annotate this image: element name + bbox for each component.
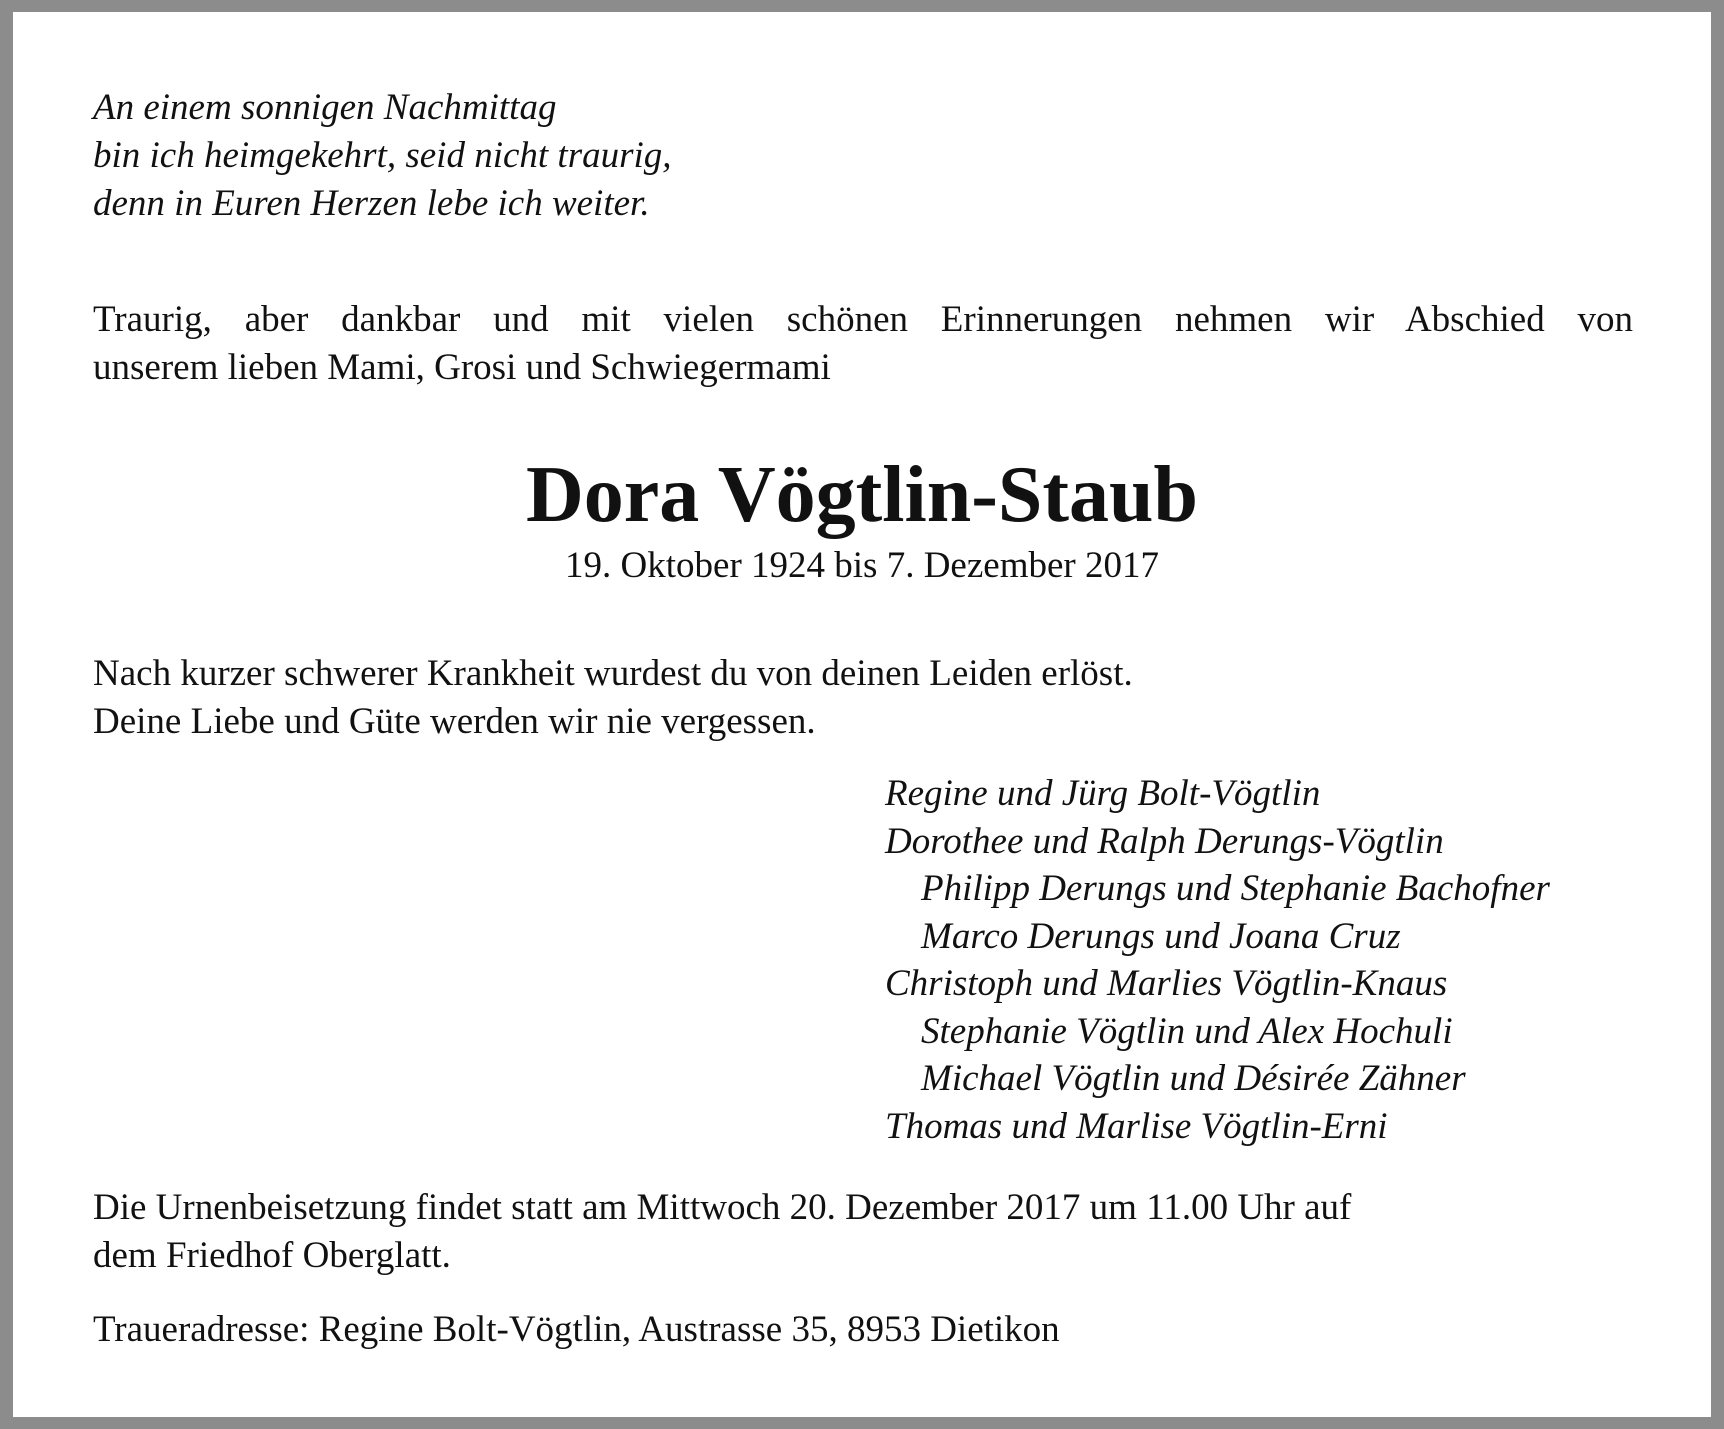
burial-line: dem Friedhof Oberglatt.: [93, 1235, 451, 1276]
family-member: Marco Derungs und Joana Cruz: [921, 915, 1401, 957]
intro-paragraph: [93, 296, 1633, 392]
family-list: [885, 770, 1550, 1150]
family-member: Philipp Derungs und Stephanie Bachofner: [921, 868, 1550, 909]
verse-line: denn in Euren Herzen lebe ich weiter.: [93, 183, 650, 224]
intro-line: Traurig, aber dankbar und mit vielen schönen Erinnerungen nehmen wir Abschied von: [93, 299, 1633, 340]
family-member: Thomas und Marlise Vögtlin-Erni: [885, 1105, 1388, 1147]
life-dates: 19. Oktober 1924 bis 7. Dezember 2017: [565, 545, 1159, 586]
family-member: Regine und Jürg Bolt-Vögtlin: [885, 773, 1321, 814]
deceased-name: Dora Vögtlin-Staub: [526, 451, 1198, 539]
mourning-address: Traueradresse: Regine Bolt-Vögtlin, Austrasse 35, 8953 Dietikon: [93, 1309, 1060, 1350]
opening-verse: [93, 84, 672, 228]
tribute-line: Deine Liebe und Güte werden wir nie vergessen.: [93, 701, 816, 742]
family-member: Dorothee und Ralph Derungs-Vögtlin: [885, 820, 1444, 862]
verse-line: An einem sonnigen Nachmittag: [93, 87, 557, 128]
intro-line: unserem lieben Mami, Grosi und Schwiegermami: [93, 347, 831, 388]
verse-line: bin ich heimgekehrt, seid nicht traurig,: [93, 135, 672, 176]
family-member: Michael Vögtlin und Désirée Zähner: [921, 1058, 1466, 1099]
family-member: Stephanie Vögtlin und Alex Hochuli: [921, 1010, 1453, 1052]
burial-notice: [93, 1184, 1351, 1280]
tribute-line: Nach kurzer schwerer Krankheit wurdest du von deinen Leiden erlöst.: [93, 653, 1133, 694]
family-member: Christoph und Marlies Vögtlin-Knaus: [885, 963, 1448, 1004]
obituary-page: [13, 12, 1711, 1417]
burial-line: Die Urnenbeisetzung findet statt am Mittwoch 20. Dezember 2017 um 11.00 Uhr auf: [93, 1187, 1352, 1228]
tribute-paragraph: [93, 650, 1133, 746]
